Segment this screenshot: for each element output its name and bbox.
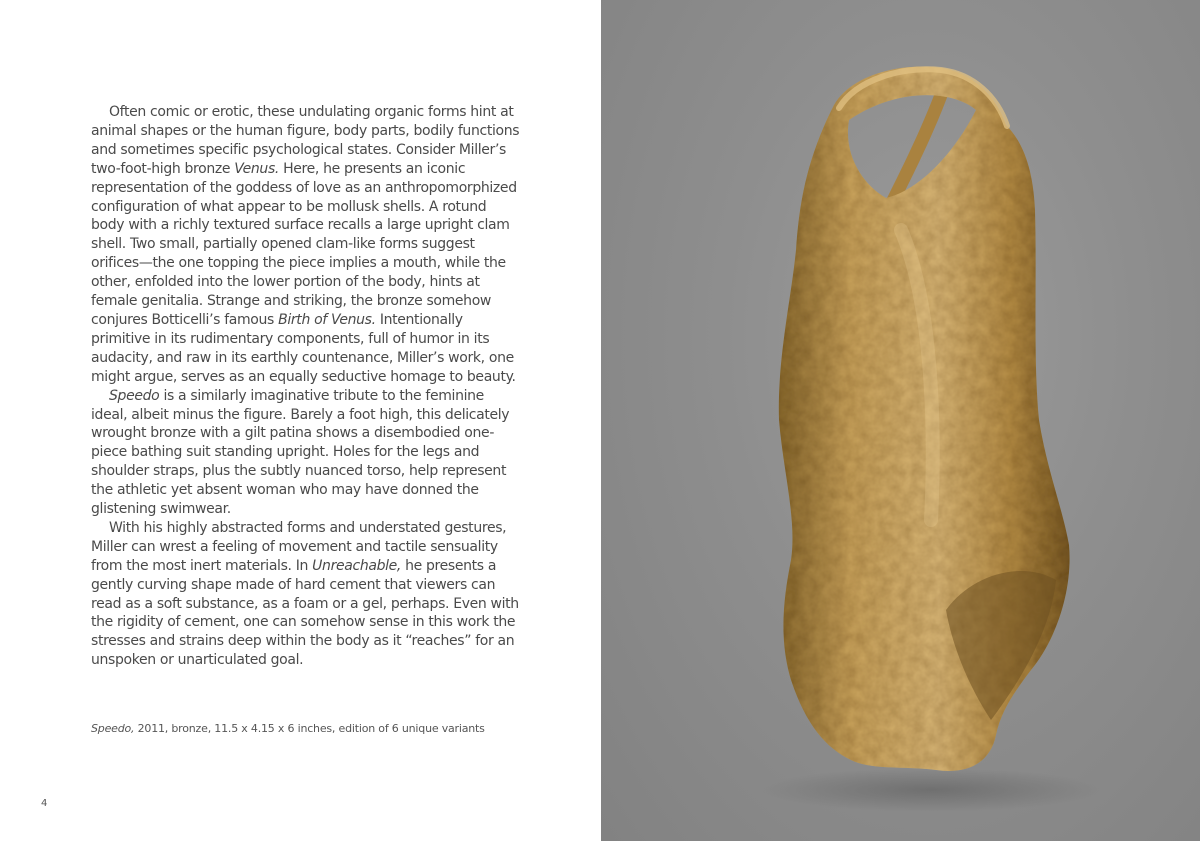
bronze-swimsuit-sculpture: [601, 0, 1200, 841]
sculpture-photo: [601, 0, 1200, 841]
text-run: Intentionally primitive in its rudimentary components, full of humor in its audacity, and raw in its earthly countenance, Miller’s work, one might argue, serves as an equally seductive homage to beauty.: [91, 311, 516, 385]
italic-title-venus: Venus.: [234, 160, 279, 177]
text-run: is a similarly imaginative tribute to the feminine ideal, albeit minus the figure. Barely a foot high, this delicately wrought bronze with a gilt patina shows a disembodied one-piece bathing suit standing upright. Holes for the legs and shoulder straps, plus the subtly nuanced torso, help represent the athletic yet absent woman who may have donned the glistening swimwear.: [91, 387, 510, 518]
paragraph-1: [91, 103, 523, 387]
caption-title: Speedo,: [91, 722, 135, 735]
text-run: With his highly abstracted forms and understated gestures, Miller can wrest a feeling of movement and tactile sensuality from the most inert materials. In: [91, 519, 507, 574]
italic-title-unreachable: Unreachable,: [312, 557, 402, 574]
italic-title-speedo: Speedo: [109, 387, 160, 404]
text-run: Often comic or erotic, these undulating organic forms hint at animal shapes or the human figure, body parts, bodily functions and sometimes specific psychological states. Consider Miller’s two-foot-high bronze: [91, 104, 520, 177]
image-caption: [91, 721, 485, 737]
italic-title-birth-of-venus: Birth of Venus.: [278, 311, 376, 328]
text-run: he presents a gently curving shape made of hard cement that viewers can read as a soft substance, as a foam or a gel, perhaps. Even with the rigidity of cement, one can somehow sense in this work the stresses and strains deep within the body as it “reaches” for an unspoken or unarticulated goal.: [91, 557, 519, 669]
caption-details: 2011, bronze, 11.5 x 4.15 x 6 inches, edition of 6 unique variants: [134, 722, 485, 735]
text-run: Here, he presents an iconic representation of the goddess of love as an anthropomorphized configuration of what appear to be mollusk shells. A rotund body with a richly textured surface recalls a large upright clam shell. Two small, partially opened clam-like forms suggest orifices—the one topping the piece implies a mouth, while the other, enfolded into the lower portion of the body, hints at female genitalia. Strange and striking, the bronze somehow conjures Botticelli’s famous: [91, 160, 517, 328]
body-copy: [91, 103, 523, 670]
floor-shadow: [761, 768, 1101, 812]
paragraph-2: [91, 387, 523, 519]
page-number: 4: [41, 798, 48, 809]
paragraph-3: [91, 519, 523, 670]
